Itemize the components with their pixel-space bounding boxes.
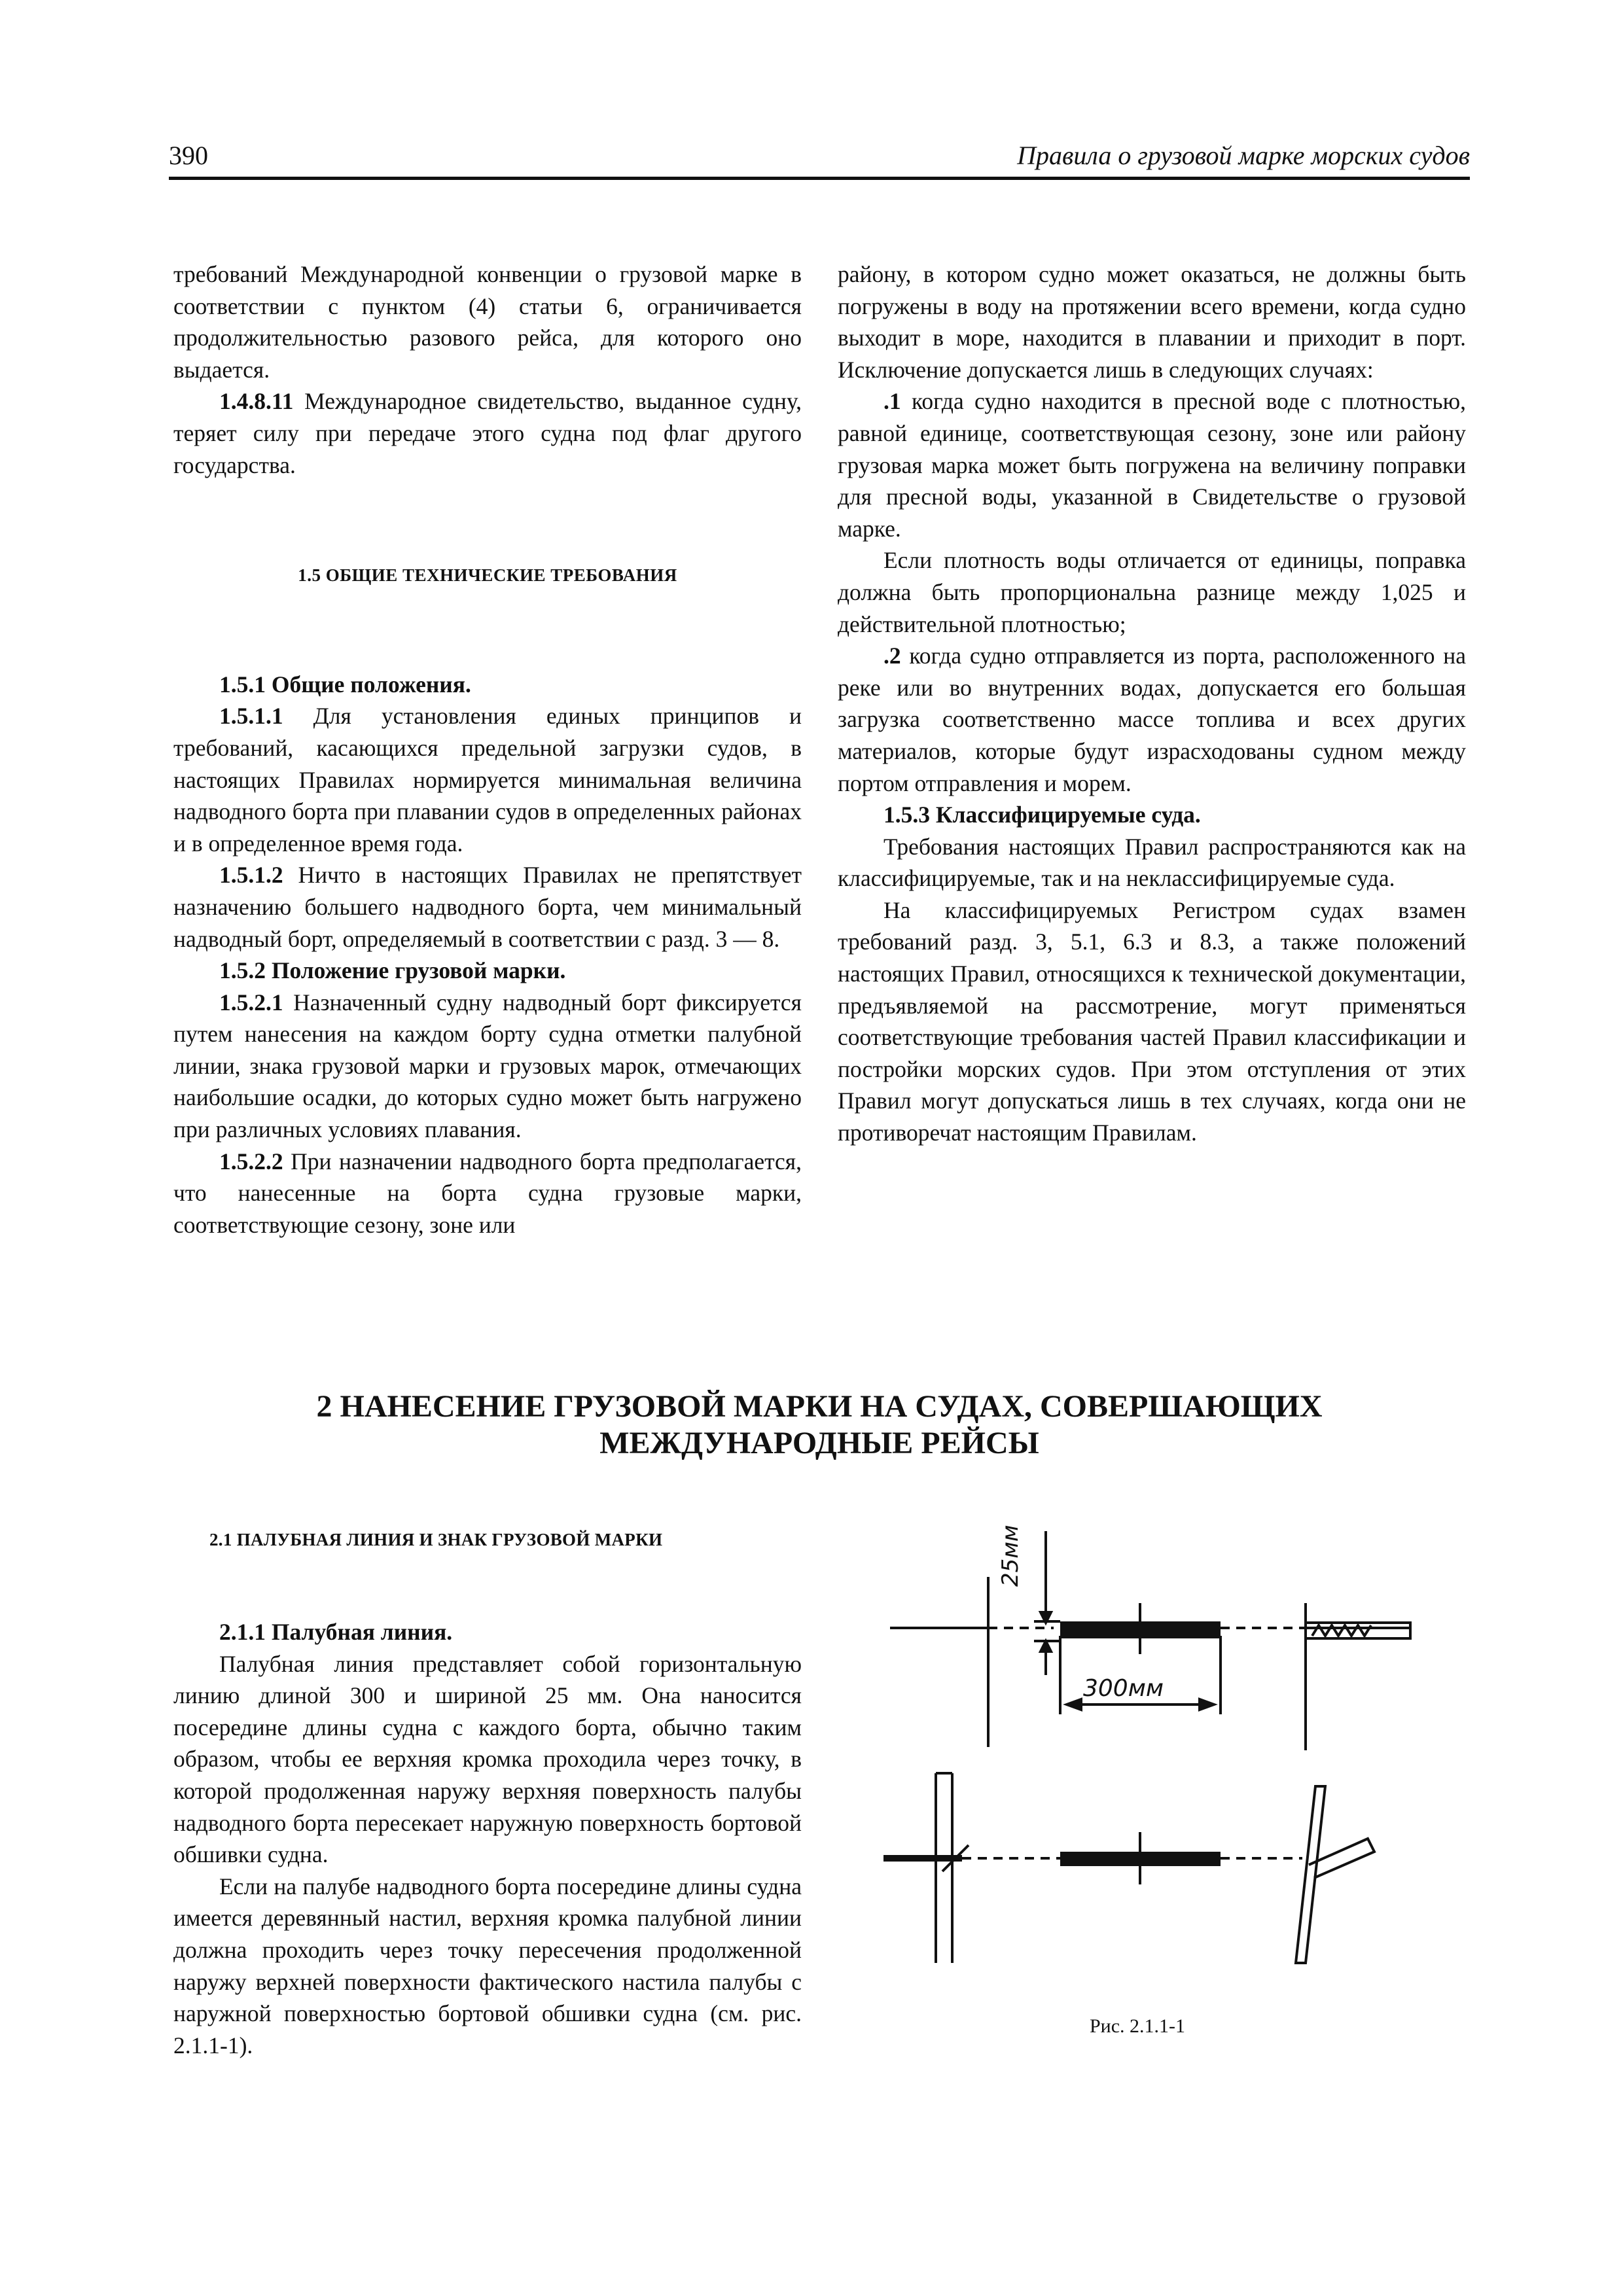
clause-number: 1.5.2.2 xyxy=(219,1148,283,1174)
arrow-icon xyxy=(1067,1699,1081,1710)
paragraph: Требования настоящих Правил распространяются как на классифицируемые, так и на неклассифицируемые суда. xyxy=(838,833,1466,892)
subsection-heading: 2.1.1 Палубная линия. xyxy=(219,1619,453,1645)
list-item xyxy=(838,385,1466,544)
header-rule xyxy=(169,177,1470,180)
subsection-heading: 1.5.1 Общие положения. xyxy=(219,671,471,698)
arrow-icon xyxy=(1200,1699,1214,1710)
clause-number: 1.5.2.1 xyxy=(219,989,283,1016)
clause-text: При назначении надводного борта предполагается, что нанесенные на борта судна грузовые марки, соответствующие сезону, зоне или xyxy=(173,1148,802,1238)
paragraph: требований Международной конвенции о грузовой марке в соответствии с пунктом (4) статьи 6, ограничивается продолжительностью разового рейса, для которого оно выдается. xyxy=(173,261,802,383)
chapter-title xyxy=(169,1388,1470,1462)
clause-text: Назначенный судну надводный борт фиксируется путем нанесения на каждом борту судна отметки палубной линии, знака грузовой марки и грузовых марок, отмечающих наибольшие осадки, до которых судно может быть нагружено при различных условиях плавания. xyxy=(173,989,802,1143)
deck-line-mark xyxy=(1060,1621,1221,1638)
item-text: когда судно находится в пресной воде с плотностью, равной единице, соответствующая сезону, зоне или району грузовая марка может быть погружена на величину поправки для пресной воды, указанной в Свидетельстве о грузовой марке. xyxy=(838,388,1466,542)
section-heading: 2.1 ПАЛУБНАЯ ЛИНИЯ И ЗНАК ГРУЗОВОЙ МАРКИ xyxy=(209,1530,663,1549)
list-item xyxy=(838,640,1466,799)
paragraph xyxy=(173,859,802,955)
dimension-label-thickness: 25мм xyxy=(997,1525,1024,1587)
paragraph: Если плотность воды отличается от единицы, поправка должна быть пропорциональна разнице между 1,025 и действительной плотностью; xyxy=(838,547,1466,637)
subsection-heading: 1.5.3 Классифицируемые суда. xyxy=(883,802,1201,828)
deck-line-figure xyxy=(844,1505,1459,2002)
paragraph: На классифицируемых Регистром судах взамен требований разд. 3, 5.1, 6.3 и 8.3, а также положений настоящих Правил, относящихся к технической документации, предъявляемой на рассмотрение, могут применяться соответствующие требования частей Правил классификации и постройки морских судов. При этом отступления от этих Правил могут допускаться лишь в тех случаях, когда они не противоречат настоящим Правилам. xyxy=(838,896,1466,1146)
right-column xyxy=(838,258,1466,1149)
clause-text: Международное свидетельство, выданное судну, теряет силу при передаче этого судна под флаг другого государства. xyxy=(173,388,802,478)
arrow-icon xyxy=(1041,1641,1051,1651)
page-number: 390 xyxy=(169,141,208,170)
paragraph xyxy=(173,987,802,1146)
paragraph xyxy=(173,700,802,859)
item-text: когда судно отправляется из порта, расположенного на реке или во внутренних водах, допускается его большая загрузка соответственно массе топлива и всех других материалов, которые будут израсходованы судном между портом отправления и морем. xyxy=(838,643,1466,796)
paragraph xyxy=(173,385,802,481)
figure-caption: Рис. 2.1.1-1 xyxy=(1090,2015,1186,2037)
paragraph: Палубная линия представляет собой горизонтальную линию длиной 300 и шириной 25 мм. Она наносится посередине длины судна с каждого борта, обычно таким образом, чтобы ее верхняя кромка проходила через точку, в которой продолженная наружу верхняя поверхность палубы надводного борта пересекает наружную поверхность бортовой обшивки судна. xyxy=(173,1650,802,1868)
clause-text: Ничто в настоящих Правилах не препятствует назначению большего надводного борта, чем минимальный надводный борт, определяемый в соответствии с разд. 3 — 8. xyxy=(173,862,802,952)
paragraph: району, в котором судно может оказаться, не должны быть погружены в воду на протяжении всего времени, когда судно выходит в море, находится в плавании и приходит в порт. Исключение допускается лишь в следующих случаях: xyxy=(838,261,1466,383)
left-column xyxy=(173,258,802,1241)
clause-number: 1.4.8.11 xyxy=(219,388,294,415)
item-number: .2 xyxy=(883,643,901,669)
clause-number: 1.5.1.2 xyxy=(219,862,283,889)
chapter-title-line: МЕЖДУНАРОДНЫЕ РЕЙСЫ xyxy=(599,1426,1039,1460)
running-title: Правила о грузовой марке морских судов xyxy=(1017,141,1470,170)
chapter-title-line: 2 НАНЕСЕНИЕ ГРУЗОВОЙ МАРКИ НА СУДАХ, СОВЕРШАЮЩИХ xyxy=(316,1389,1323,1424)
clause-text: Для установления единых принципов и требований, касающихся предельной загрузки судов, в настоящих Правилах нормируется минимальная величина надводного борта при плавании судов в определенных районах и в определенное время года. xyxy=(173,703,802,857)
deck-line-mark-lower xyxy=(1060,1852,1221,1866)
subsection-heading: 1.5.2 Положение грузовой марки. xyxy=(219,957,566,984)
section-21-text xyxy=(173,1616,802,2061)
section-heading: 1.5 ОБЩИЕ ТЕХНИЧЕСКИЕ ТРЕБОВАНИЯ xyxy=(298,565,677,586)
paragraph xyxy=(173,1146,802,1241)
item-number: .1 xyxy=(883,388,901,415)
paragraph: Если на палубе надводного борта посередине длины судна имеется деревянный настил, верхняя кромка палубной линии должна проходить через точку пересечения продолженной наружу верхней поверхности фактического настила палубы с наружной поверхностью бортовой обшивки судна (см. рис. 2.1.1-1). xyxy=(173,1873,802,2058)
dimension-label-length: 300мм xyxy=(1083,1675,1164,1702)
clause-number: 1.5.1.1 xyxy=(219,703,283,730)
